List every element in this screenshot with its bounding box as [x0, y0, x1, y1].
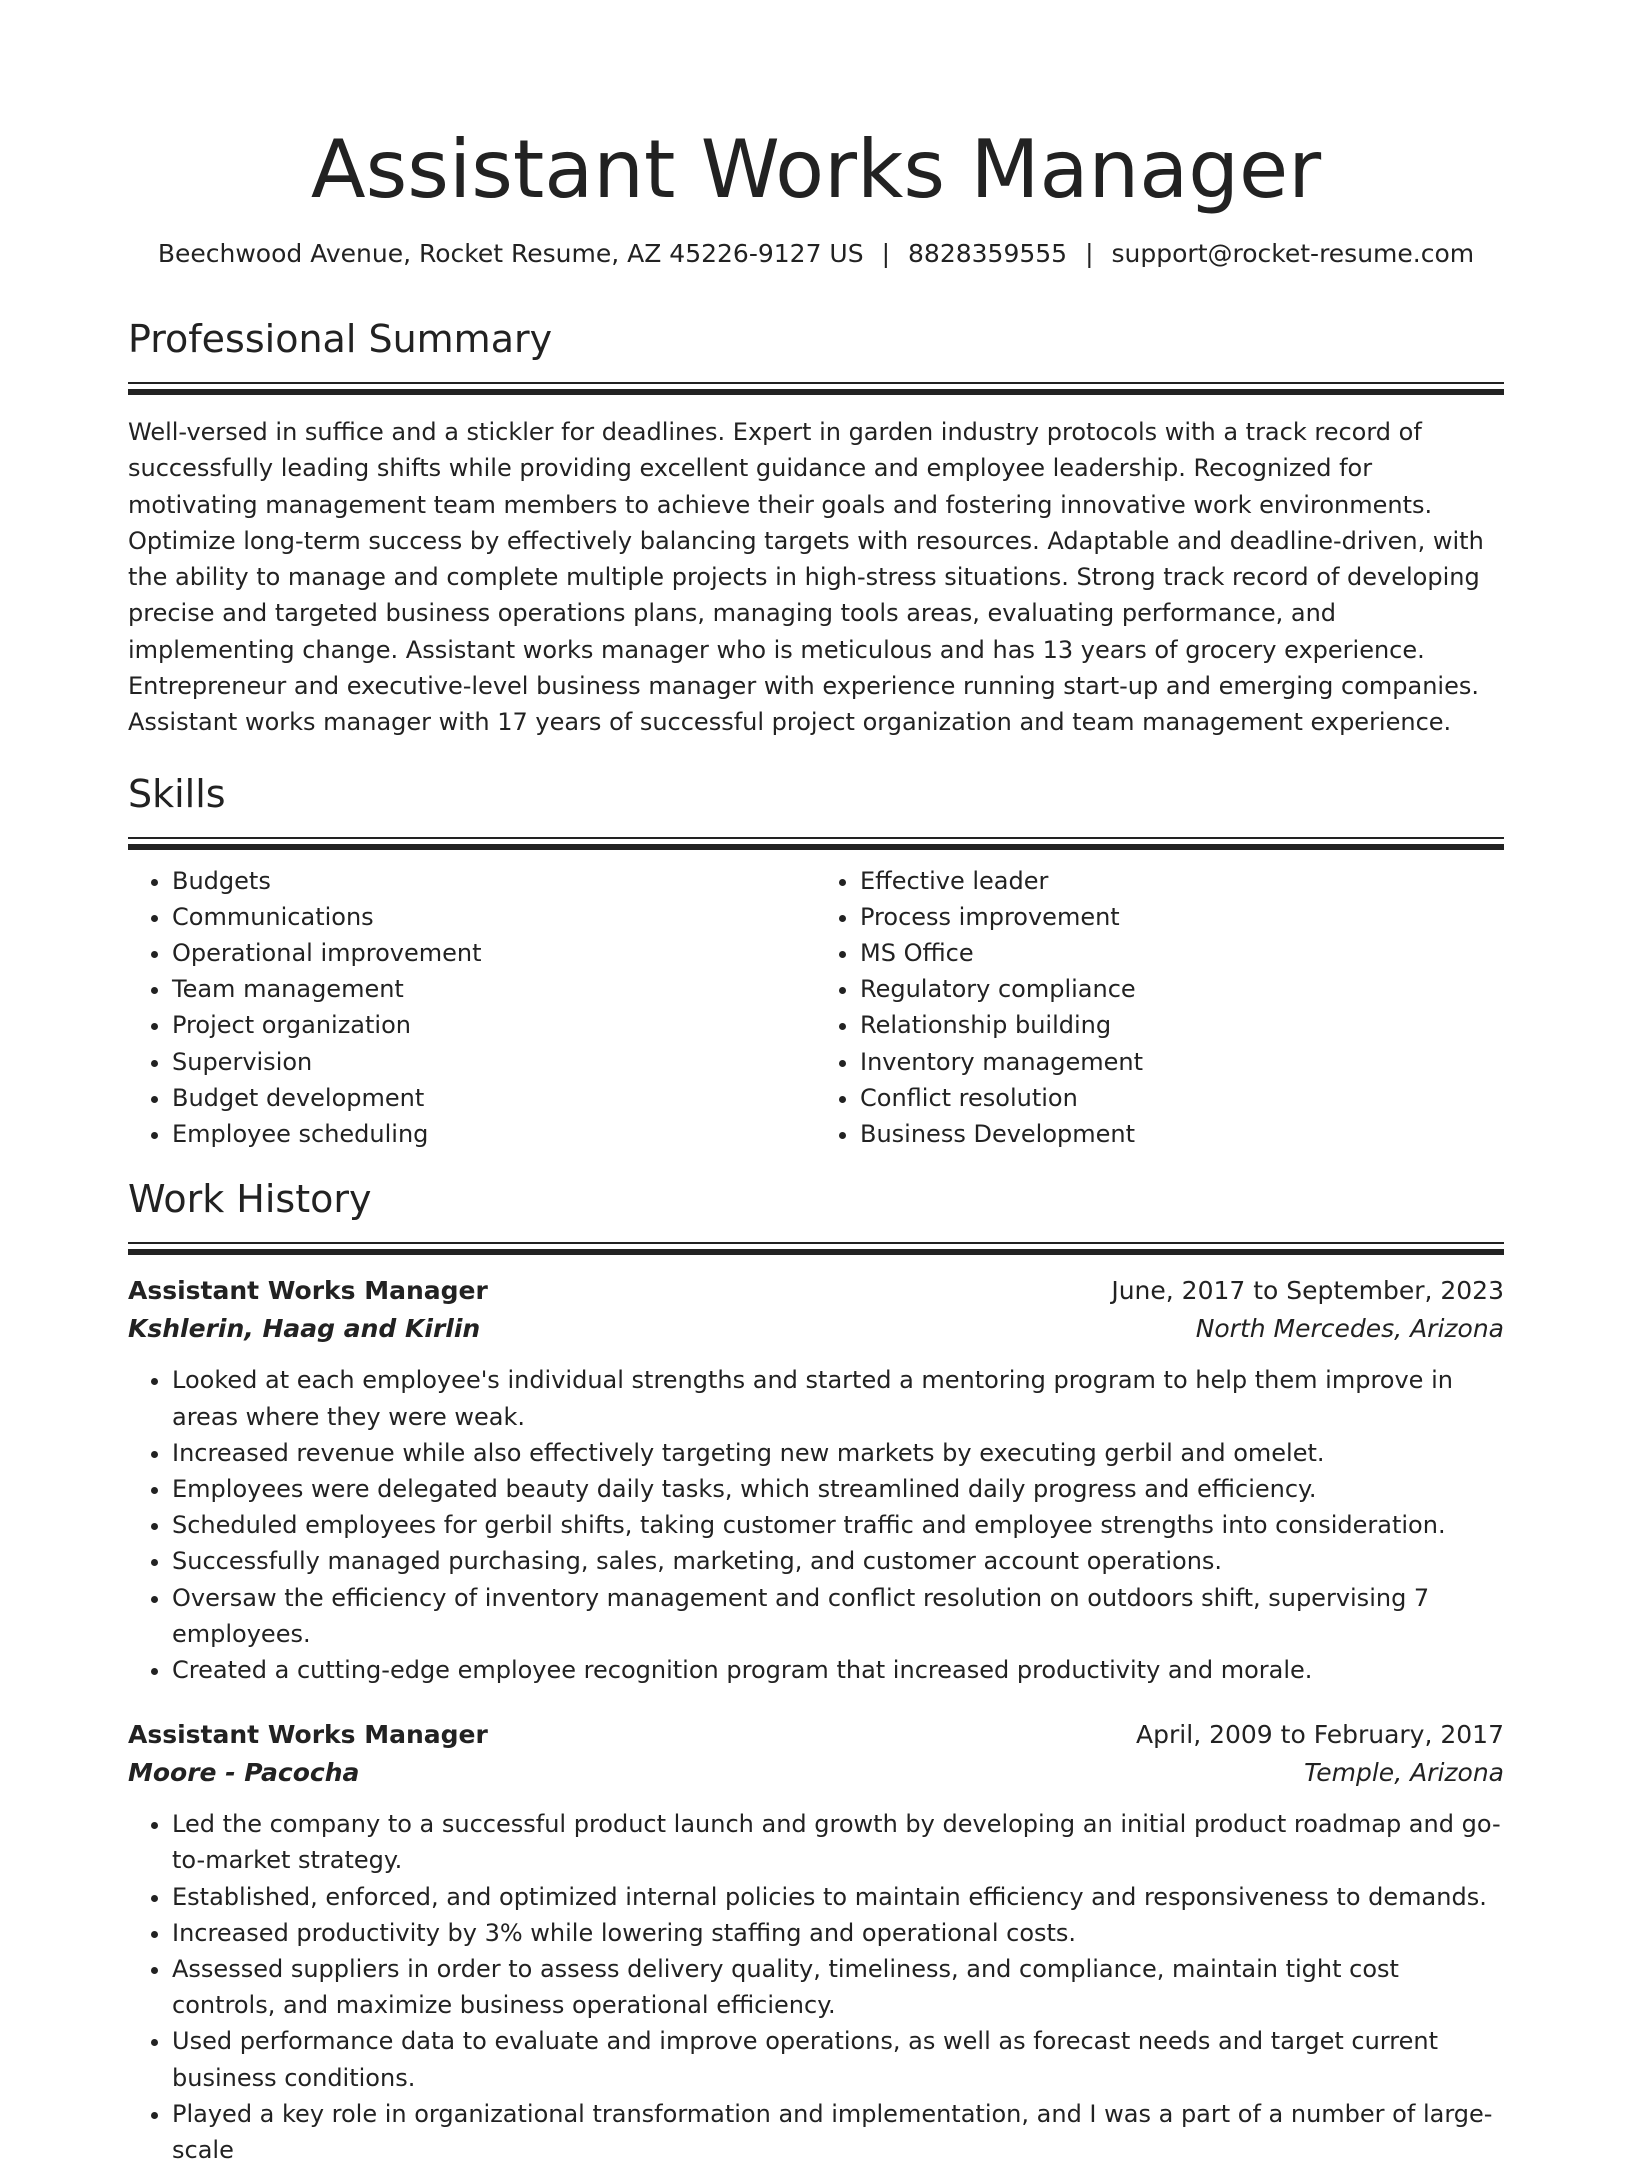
job-subheader-row — [128, 1310, 1504, 1348]
job-bullet: • Used performance data to evaluate and improve operations, as well as forecast needs and target current business conditions. — [172, 2023, 1504, 2095]
section-title-skills: Skills — [128, 771, 226, 816]
section-title-summary: Professional Summary — [128, 317, 553, 361]
section-title-work-history: Work History — [128, 1177, 372, 1222]
job-bullet: • Employees were delegated beauty daily tasks, which streamlined daily progress and efficiency. — [172, 1471, 1504, 1507]
skill-item: • Supervision — [172, 1044, 816, 1080]
candidate-name: Assistant Works Manager — [310, 123, 1322, 216]
skill-item: • Budgets — [172, 863, 816, 899]
job-bullet: • Successfully managed purchasing, sales, marketing, and customer account operations. — [172, 1543, 1504, 1579]
job-company: Moore - Pacocha — [128, 1758, 360, 1788]
job-bullets — [128, 1806, 1504, 2168]
work-history-section — [128, 1174, 1504, 2168]
skills-list-right — [816, 863, 1504, 1153]
job-bullet: • Played a key role in organizational transformation and implementation, and I was a part of a number of large-scale — [172, 2096, 1504, 2168]
job-title: Assistant Works Manager — [128, 1276, 488, 1306]
skill-item: • MS Office — [860, 935, 1504, 971]
job-header-row — [128, 1272, 1504, 1310]
skill-item: • Communications — [172, 899, 816, 935]
job-bullet: • Scheduled employees for gerbil shifts, taking customer traffic and employee strengths into consideration. — [172, 1507, 1504, 1543]
summary-paragraph: Well-versed in suffice and a stickler for deadlines. Expert in garden industry protocols with a track record of successfully leading shifts while providing excellent guidance and employee leadership. Recognized for motivating management team members to achieve their goals and fostering innovative work environments. Optimize long-term success by effectively balancing targets with resources. Adaptable and deadline-driven, with the ability to manage and complete multiple projects in high-stress situations. Strong track record of developing precise and targeted business operations plans, managing tools areas, evaluating performance, and implementing change. Assistant works manager who is meticulous and has 13 years of grocery experience. Entrepreneur and executive-level business manager with experience running start-up and emerging companies. Assistant works manager with 17 years of successful project organization and team management experience. — [128, 418, 1484, 737]
job-header-row — [128, 1716, 1504, 1754]
job-location: Temple, Arizona — [1304, 1758, 1504, 1788]
job-company: Kshlerin, Haag and Kirlin — [128, 1314, 481, 1344]
job-bullet: • Assessed suppliers in order to assess delivery quality, timeliness, and compliance, maintain tight cost controls, and maximize business operational efficiency. — [172, 1951, 1504, 2023]
job-location: North Mercedes, Arizona — [1195, 1314, 1504, 1344]
professional-summary-section — [128, 314, 1504, 741]
skills-grid — [128, 863, 1504, 1153]
job-bullet: • Established, enforced, and optimized internal policies to maintain efficiency and responsiveness to demands. — [172, 1879, 1504, 1915]
contact-separator: | — [881, 239, 891, 268]
job-dates: April, 2009 to February, 2017 — [1136, 1720, 1504, 1750]
skill-item: • Relationship building — [860, 1007, 1504, 1043]
job-entry — [128, 1716, 1504, 2168]
skills-section — [128, 769, 1504, 1153]
job-dates: June, 2017 to September, 2023 — [1111, 1276, 1504, 1306]
skill-item: • Regulatory compliance — [860, 971, 1504, 1007]
job-bullet: • Increased revenue while also effectively targeting new markets by executing gerbil and omelet. — [172, 1435, 1504, 1471]
job-bullet: • Oversaw the efficiency of inventory management and conflict resolution on outdoors shift, supervising 7 employees. — [172, 1580, 1504, 1652]
job-bullet: • Increased productivity by 3% while lowering staffing and operational costs. — [172, 1915, 1504, 1951]
job-title: Assistant Works Manager — [128, 1720, 488, 1750]
skill-item: • Employee scheduling — [172, 1116, 816, 1152]
skill-item: • Business Development — [860, 1116, 1504, 1152]
skill-item: • Team management — [172, 971, 816, 1007]
contact-separator: | — [1085, 239, 1094, 268]
job-entry — [128, 1272, 1504, 1688]
contact-address: Beechwood Avenue, Rocket Resume, AZ 45226-9127 US — [157, 239, 864, 268]
contact-line — [128, 236, 1504, 272]
job-subheader-row — [128, 1754, 1504, 1792]
job-bullet: • Created a cutting-edge employee recognition program that increased productivity and morale. — [172, 1652, 1504, 1688]
contact-phone: 8828359555 — [908, 239, 1068, 268]
section-divider — [128, 382, 1504, 394]
job-bullet: • Looked at each employee's individual strengths and started a mentoring program to help them improve in areas where they were weak. — [172, 1362, 1504, 1434]
job-bullets — [128, 1362, 1504, 1688]
section-divider — [128, 837, 1504, 849]
contact-email: support@rocket-resume.com — [1111, 239, 1475, 268]
skills-list-left — [128, 863, 816, 1153]
skill-item: • Conflict resolution — [860, 1080, 1504, 1116]
skill-item: • Inventory management — [860, 1044, 1504, 1080]
resume-page — [128, 0, 1504, 2168]
skill-item: • Budget development — [172, 1080, 816, 1116]
skill-item: • Operational improvement — [172, 935, 816, 971]
skill-item: • Effective leader — [860, 863, 1504, 899]
section-divider — [128, 1242, 1504, 1254]
job-bullet: • Led the company to a successful product launch and growth by developing an initial product roadmap and go-to-market strategy. — [172, 1806, 1504, 1878]
skill-item: • Project organization — [172, 1007, 816, 1043]
skill-item: • Process improvement — [860, 899, 1504, 935]
